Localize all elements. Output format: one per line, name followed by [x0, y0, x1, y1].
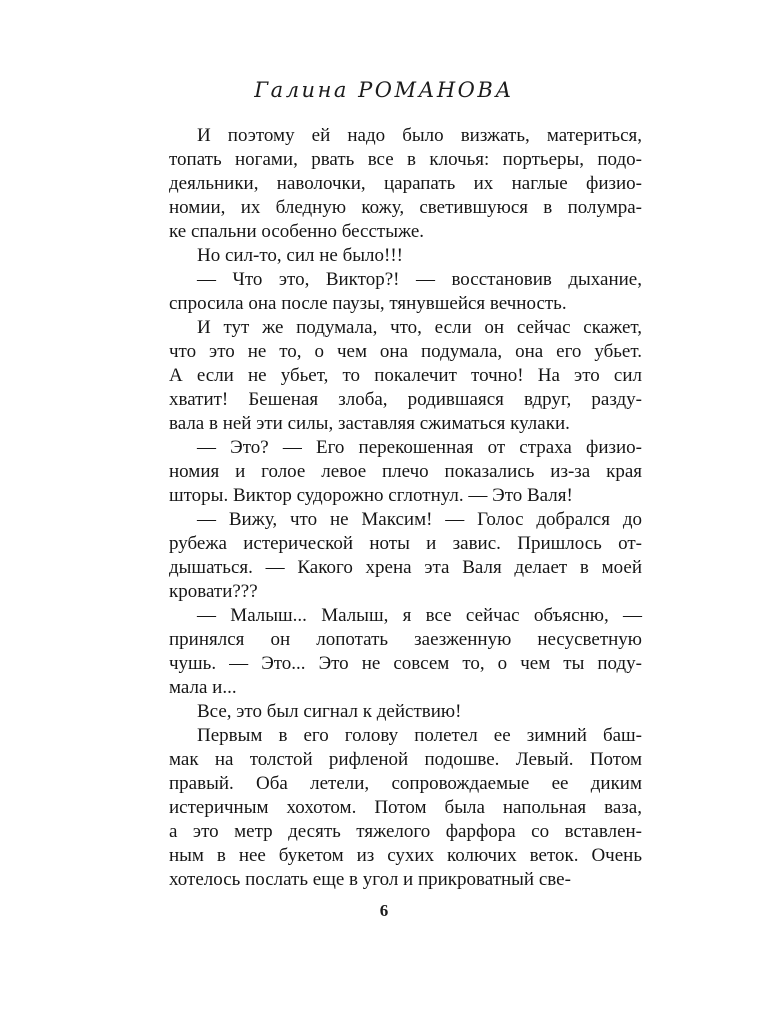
- text-line: ным в нее букетом из сухих колючих веток. Очень: [169, 845, 642, 866]
- paragraph: [169, 268, 642, 316]
- text-line: вала в ней эти силы, заставляя сжиматься кулаки.: [169, 413, 570, 434]
- text-line: ке спальни особенно бесстыже.: [169, 221, 425, 242]
- paragraph: [169, 244, 642, 268]
- text-line: — Это? — Его перекошенная от страха физио-: [197, 437, 642, 458]
- text-line: а это метр десять тяжелого фарфора со вставлен-: [169, 821, 642, 842]
- text-line: дышаться. — Какого хрена эта Валя делает в моей: [169, 557, 642, 578]
- text-line: истеричным хохотом. Потом была напольная ваза,: [169, 797, 642, 818]
- text-line: И тут же подумала, что, если он сейчас скажет,: [197, 317, 642, 338]
- text-line: — Малыш... Малыш, я все сейчас объясню, —: [197, 605, 642, 626]
- text-block: [169, 124, 642, 892]
- text-line: И поэтому ей надо было визжать, материться,: [197, 125, 642, 146]
- text-line: мак на толстой рифленой подошве. Левый. Потом: [169, 749, 642, 770]
- text-line: принялся он лопотать заезженную несусветную: [169, 629, 642, 650]
- text-line: А если не убьет, то покалечит точно! На это сил: [169, 365, 642, 386]
- running-header: Галина РОМАНОВА: [254, 78, 514, 102]
- paragraph: [169, 124, 642, 244]
- text-line: номия и голое левое плечо показались из-за края: [169, 461, 642, 482]
- text-line: хватит! Бешеная злоба, родившаяся вдруг, разду-: [169, 389, 642, 410]
- text-line: топать ногами, рвать все в клочья: портьеры, подо-: [169, 149, 642, 170]
- paragraph: [169, 604, 642, 700]
- text-line: спросила она после паузы, тянувшейся вечность.: [169, 293, 567, 314]
- text-line: Все, это был сигнал к действию!: [197, 701, 462, 722]
- paragraph: [169, 724, 642, 892]
- text-line: чушь. — Это... Это не совсем то, о чем ты поду-: [169, 653, 642, 674]
- text-line: что это не то, о чем она подумала, она его убьет.: [169, 341, 642, 362]
- text-line: шторы. Виктор судорожно сглотнул. — Это Валя!: [169, 485, 573, 506]
- text-line: номии, их бледную кожу, светившуюся в полумра-: [169, 197, 642, 218]
- paragraph: [169, 436, 642, 508]
- text-line: хотелось послать еще в угол и прикроватный све-: [169, 869, 571, 890]
- text-line: мала и...: [169, 677, 237, 698]
- text-line: кровати???: [169, 581, 258, 602]
- text-line: Первым в его голову полетел ее зимний баш-: [197, 725, 642, 746]
- text-line: деяльники, наволочки, царапать их наглые физио-: [169, 173, 642, 194]
- paragraph: [169, 316, 642, 436]
- text-line: Но сил-то, сил не было!!!: [197, 245, 404, 266]
- paragraph: [169, 508, 642, 604]
- page-number: 6: [379, 901, 389, 920]
- text-line: правый. Оба летели, сопровождаемые ее диким: [169, 773, 642, 794]
- text-line: — Вижу, что не Максим! — Голос добрался до: [197, 509, 642, 530]
- paragraph: [169, 700, 642, 724]
- text-line: рубежа истерической ноты и завис. Пришлось от-: [169, 533, 642, 554]
- text-line: — Что это, Виктор?! — восстановив дыхание,: [197, 269, 642, 290]
